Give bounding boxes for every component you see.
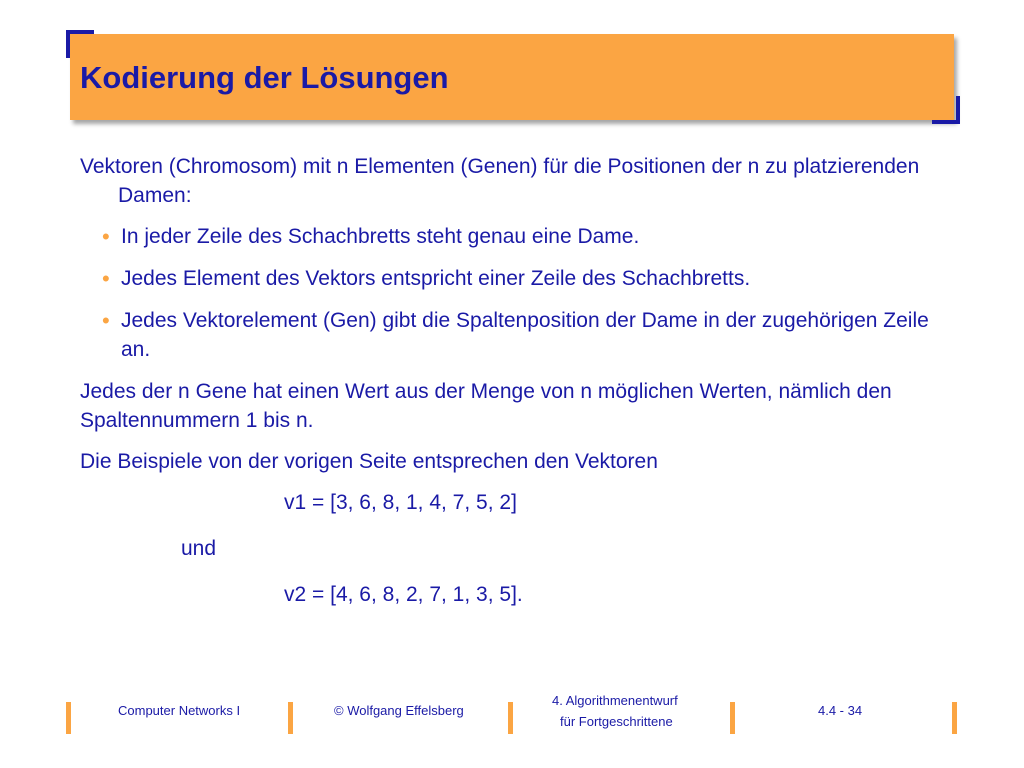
and-word: und (181, 537, 217, 560)
bullet-text: Jedes Element des Vektors entspricht einer Zeile des Schachbretts. (121, 267, 751, 290)
footer-page-number: 4.4 - 34 (818, 703, 863, 718)
bullet-dot-icon: • (102, 266, 110, 291)
title-bracket-top-left (66, 30, 94, 58)
footer-chapter-line1: 4. Algorithmenentwurf (552, 693, 678, 708)
footer-divider (66, 702, 71, 734)
slide-title: Kodierung der Lösungen (80, 60, 449, 95)
footer-chapter-line2: für Fortgeschrittene (560, 714, 673, 729)
footer-divider (508, 702, 513, 734)
bullet-item (80, 222, 960, 251)
bullet-dot-icon: • (102, 308, 110, 333)
vector-2: v2 = [4, 6, 8, 2, 7, 1, 3, 5]. (284, 583, 523, 606)
bullet-text: Jedes Vektorelement (Gen) gibt die Spaltenposition der Dame in der zugehörigen Zeile an. (121, 309, 929, 361)
vector-1: v1 = [3, 6, 8, 1, 4, 7, 5, 2] (284, 491, 517, 514)
bullet-item (80, 306, 960, 364)
bullet-dot-icon: • (102, 224, 110, 249)
bullet-item (80, 264, 960, 293)
gene-paragraph: Jedes der n Gene hat einen Wert aus der Menge von n möglichen Werten, nämlich den Spaltennummern 1 bis n. (80, 380, 892, 432)
footer-divider (952, 702, 957, 734)
title-bracket-bottom-right (932, 96, 960, 124)
footer-divider (288, 702, 293, 734)
footer-course: Computer Networks I (118, 703, 241, 718)
examples-paragraph: Die Beispiele von der vorigen Seite entsprechen den Vektoren (80, 450, 658, 473)
slide-content (80, 152, 960, 626)
footer-author: © Wolfgang Effelsberg (334, 703, 464, 718)
bullet-text: In jeder Zeile des Schachbretts steht genau eine Dame. (121, 225, 640, 248)
intro-paragraph: Vektoren (Chromosom) mit n Elementen (Genen) für die Positionen der n zu platzierenden Damen: (80, 155, 920, 207)
footer-divider (730, 702, 735, 734)
